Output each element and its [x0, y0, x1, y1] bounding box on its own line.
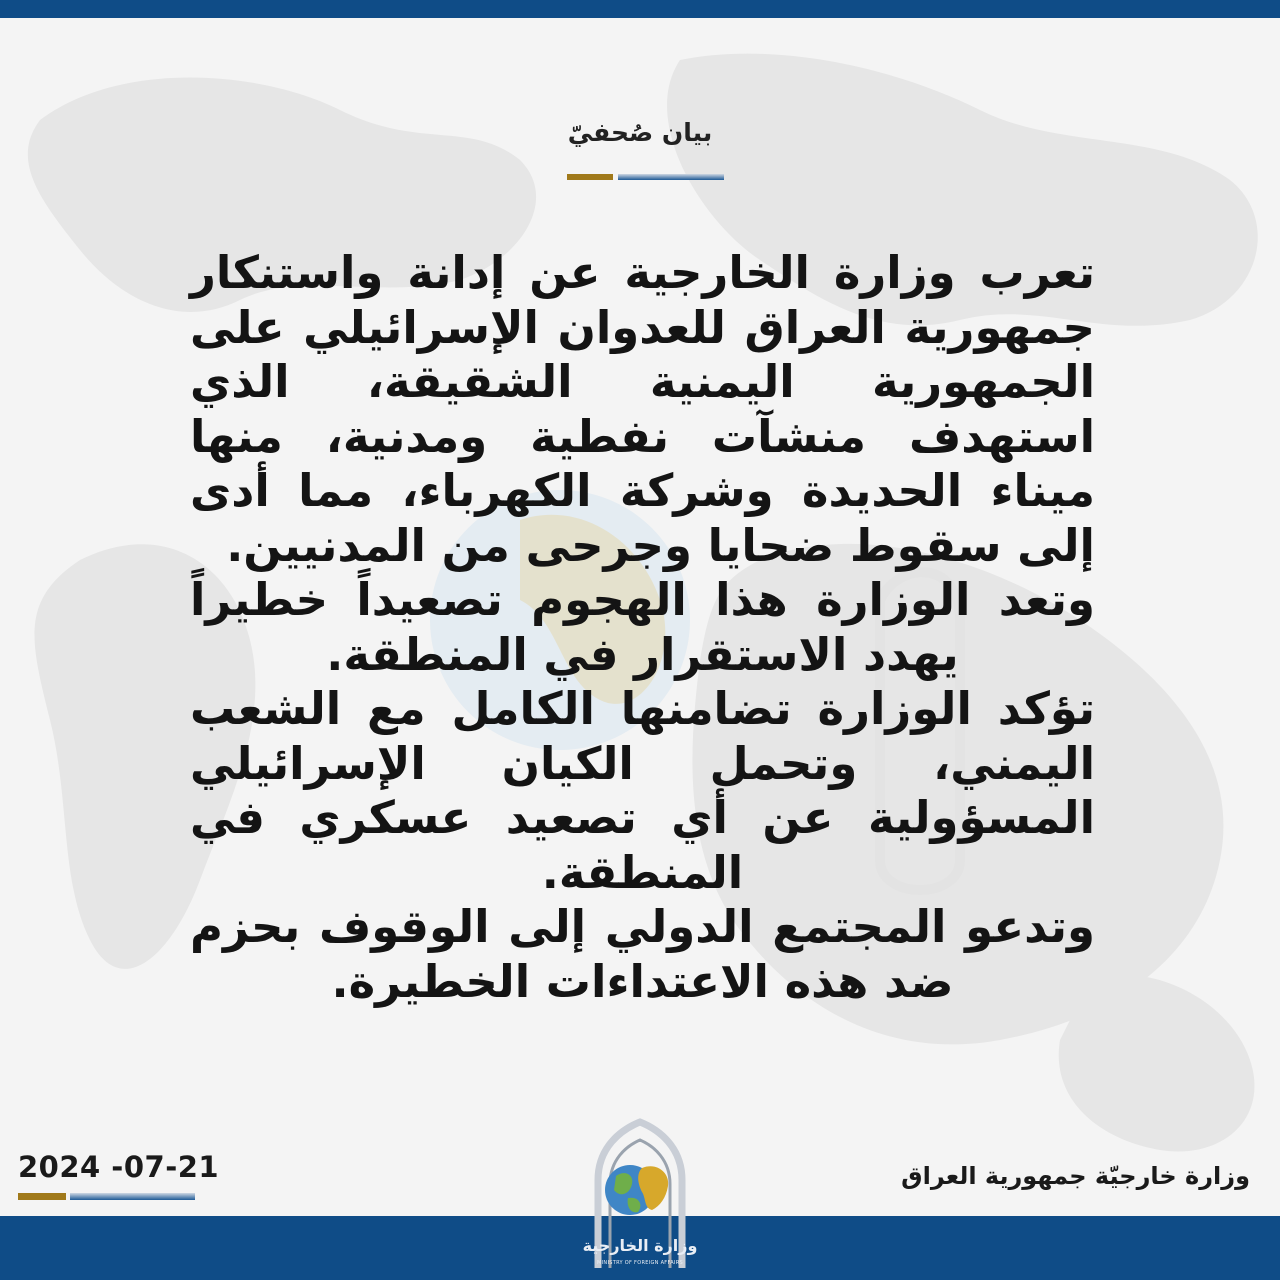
top-header-bar: [0, 0, 1280, 18]
ministry-emblem-icon: [580, 1118, 700, 1280]
title-underline-blue: [618, 174, 724, 180]
statement-date: 2024 -07-21: [18, 1150, 220, 1184]
issuing-organization: وزارة خارجيّة جمهورية العراق: [901, 1162, 1250, 1190]
statement-paragraph-3: تؤكد الوزارة تضامنها الكامل مع الشعب اليمني، وتحمل الكيان الإسرائيلي المسؤولية عن أي تصعيد عسكري في المنطقة.: [190, 682, 1095, 899]
emblem-english-label: MINISTRY OF FOREIGN AFFAIRS: [597, 1260, 683, 1266]
date-underline-blue: [70, 1193, 195, 1200]
page-title: بيان صُحفيّ: [567, 118, 713, 147]
statement-paragraph-4: وتدعو المجتمع الدولي إلى الوقوف بحزم ضد هذه الاعتداءات الخطيرة.: [190, 900, 1095, 1008]
statement-body: [190, 246, 1095, 1009]
statement-paragraph-1: تعرب وزارة الخارجية عن إدانة واستنكار جمهورية العراق للعدوان الإسرائيلي على الجمهورية اليمنية الشقيقة، الذي استهدف منشآت نفطية ومدنية، منها ميناء الحديدة وشركة الكهرباء، مما أدى إلى سقوط ضحايا وجرحى من المدنيين.: [190, 246, 1095, 572]
date-underline-gold: [18, 1193, 66, 1200]
emblem-arabic-label: وزارة الخارجية: [582, 1236, 698, 1255]
title-underline-gold: [567, 174, 613, 180]
statement-paragraph-2: وتعد الوزارة هذا الهجوم تصعيداً خطيراً يهدد الاستقرار في المنطقة.: [190, 573, 1095, 681]
